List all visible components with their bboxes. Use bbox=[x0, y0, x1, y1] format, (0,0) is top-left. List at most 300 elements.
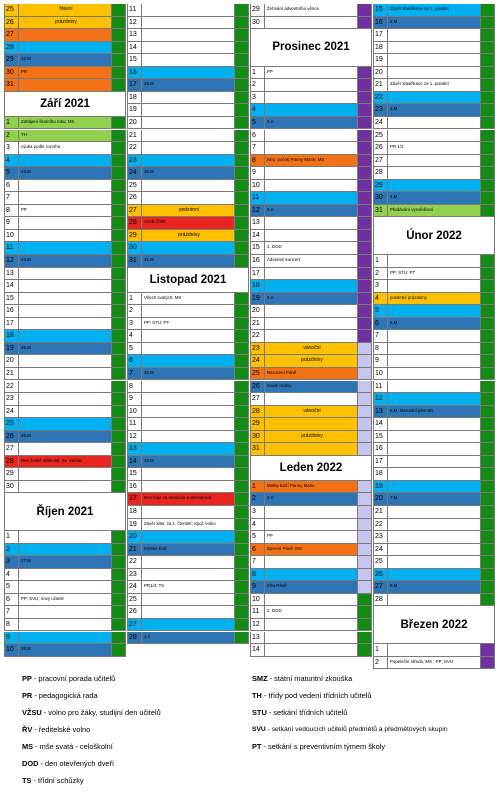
day-event bbox=[142, 619, 235, 631]
calendar-column bbox=[250, 4, 372, 656]
day-number: 17 bbox=[5, 318, 19, 330]
day-event: PP bbox=[19, 205, 112, 217]
day-event bbox=[388, 393, 481, 405]
day-number: 30 bbox=[5, 481, 19, 493]
day-row bbox=[373, 54, 495, 67]
day-row bbox=[4, 255, 126, 268]
day-row bbox=[250, 594, 372, 607]
day-number: 7 bbox=[251, 556, 265, 568]
day-event bbox=[388, 381, 481, 393]
day-number: 22 bbox=[374, 519, 388, 531]
day-row bbox=[127, 217, 249, 230]
day-number: 18 bbox=[128, 92, 142, 104]
day-row bbox=[4, 556, 126, 569]
legend-item-pr: PR - pedagogická rada bbox=[22, 691, 98, 700]
day-event bbox=[388, 519, 481, 531]
day-number: 22 bbox=[374, 92, 388, 104]
day-number: 28 bbox=[374, 594, 388, 606]
day-row bbox=[4, 381, 126, 394]
day-row bbox=[250, 318, 372, 331]
day-row bbox=[4, 443, 126, 456]
day-event: výuka podle rozvrhu bbox=[19, 142, 112, 154]
day-number: 1 bbox=[251, 481, 265, 493]
day-number: 18 bbox=[5, 330, 19, 342]
period-stripe bbox=[235, 180, 248, 192]
day-number: 11 bbox=[251, 192, 265, 204]
day-event: 30.M bbox=[142, 167, 235, 179]
period-stripe bbox=[235, 431, 248, 443]
period-stripe bbox=[358, 92, 371, 104]
day-event bbox=[265, 79, 358, 91]
day-number: 11 bbox=[374, 381, 388, 393]
day-row bbox=[250, 255, 372, 268]
period-stripe bbox=[358, 544, 371, 556]
period-stripe bbox=[235, 67, 248, 79]
day-row bbox=[373, 594, 495, 607]
day-number: 1 bbox=[5, 531, 19, 543]
day-event: 4.A bbox=[265, 293, 358, 305]
day-event bbox=[142, 481, 235, 493]
period-stripe bbox=[481, 117, 494, 129]
day-number: 2 bbox=[5, 544, 19, 556]
legend-item-vzsu: VŽSU - volno pro žáky, studijní den učitelů bbox=[22, 708, 161, 717]
day-number: 8 bbox=[374, 343, 388, 355]
day-number: 28 bbox=[5, 456, 19, 468]
day-event bbox=[19, 330, 112, 342]
day-number: 19 bbox=[251, 293, 265, 305]
day-row bbox=[4, 531, 126, 544]
day-number: 6 bbox=[128, 355, 142, 367]
day-event bbox=[388, 468, 481, 480]
period-stripe bbox=[112, 569, 125, 581]
day-row bbox=[250, 431, 372, 444]
day-row bbox=[250, 242, 372, 255]
period-stripe bbox=[358, 167, 371, 179]
legend-item-ts: TS - třídní schůzky bbox=[22, 776, 84, 785]
day-number: 27 bbox=[128, 619, 142, 631]
day-number: 23 bbox=[374, 531, 388, 543]
day-number: 21 bbox=[128, 130, 142, 142]
day-number: 27 bbox=[5, 29, 19, 41]
day-event bbox=[142, 104, 235, 116]
day-row bbox=[127, 381, 249, 394]
day-number: 19 bbox=[128, 104, 142, 116]
day-row bbox=[373, 180, 495, 193]
day-event bbox=[19, 42, 112, 54]
day-row bbox=[250, 4, 372, 17]
day-event bbox=[388, 155, 481, 167]
period-stripe bbox=[235, 42, 248, 54]
day-event bbox=[142, 4, 235, 16]
period-stripe bbox=[481, 205, 494, 217]
month-heading: Leden 2022 bbox=[250, 456, 372, 481]
day-row bbox=[127, 318, 249, 331]
day-number: 28 bbox=[374, 167, 388, 179]
day-event bbox=[265, 506, 358, 518]
day-number: 9 bbox=[374, 355, 388, 367]
day-event bbox=[142, 130, 235, 142]
day-row bbox=[127, 632, 249, 645]
day-event bbox=[142, 117, 235, 129]
day-number: 9 bbox=[5, 217, 19, 229]
day-event bbox=[19, 632, 112, 644]
day-row bbox=[250, 142, 372, 155]
period-stripe bbox=[112, 644, 125, 656]
period-stripe bbox=[235, 506, 248, 518]
day-row bbox=[127, 493, 249, 506]
day-row bbox=[250, 443, 372, 456]
period-stripe bbox=[235, 481, 248, 493]
day-row bbox=[4, 644, 126, 657]
day-event bbox=[265, 418, 358, 430]
day-row bbox=[127, 117, 249, 130]
day-row bbox=[373, 406, 495, 419]
day-row bbox=[4, 54, 126, 67]
day-event bbox=[142, 29, 235, 41]
day-event: podzimní bbox=[142, 205, 235, 217]
day-number: 25 bbox=[5, 4, 19, 16]
day-number: 28 bbox=[128, 632, 142, 644]
period-stripe bbox=[235, 581, 248, 593]
day-event bbox=[19, 180, 112, 192]
day-row bbox=[4, 142, 126, 155]
day-number: 7 bbox=[128, 368, 142, 380]
period-stripe bbox=[112, 29, 125, 41]
day-event bbox=[19, 581, 112, 593]
period-stripe bbox=[235, 632, 248, 644]
period-stripe bbox=[481, 293, 494, 305]
day-row bbox=[250, 381, 372, 394]
day-row bbox=[373, 142, 495, 155]
day-event bbox=[265, 305, 358, 317]
day-row bbox=[250, 493, 372, 506]
period-stripe bbox=[481, 79, 494, 91]
period-stripe bbox=[112, 17, 125, 29]
day-row bbox=[127, 456, 249, 469]
day-number: 30 bbox=[5, 67, 19, 79]
period-stripe bbox=[358, 293, 371, 305]
day-event: 2.A bbox=[265, 117, 358, 129]
day-number: 23 bbox=[5, 393, 19, 405]
day-event bbox=[265, 318, 358, 330]
day-event: Křtu Páně bbox=[265, 581, 358, 593]
day-number: 22 bbox=[128, 142, 142, 154]
day-row bbox=[373, 581, 495, 594]
day-event bbox=[265, 192, 358, 204]
day-row bbox=[127, 418, 249, 431]
day-row bbox=[250, 406, 372, 419]
period-stripe bbox=[235, 4, 248, 16]
day-event bbox=[142, 305, 235, 317]
period-stripe bbox=[358, 217, 371, 229]
day-row bbox=[250, 330, 372, 343]
day-number: 20 bbox=[251, 305, 265, 317]
month-heading: Prosinec 2021 bbox=[250, 29, 372, 67]
day-number: 12 bbox=[128, 17, 142, 29]
day-event: PP bbox=[265, 67, 358, 79]
day-number: 2 bbox=[251, 493, 265, 505]
day-number: 29 bbox=[5, 54, 19, 66]
day-row bbox=[127, 54, 249, 67]
school-year-calendar bbox=[4, 4, 494, 666]
day-row bbox=[373, 305, 495, 318]
legend-item-smz: SMZ - státní maturitní zkouška bbox=[252, 674, 353, 683]
period-stripe bbox=[358, 569, 371, 581]
period-stripe bbox=[481, 104, 494, 116]
period-stripe bbox=[358, 104, 371, 116]
day-row bbox=[373, 493, 495, 506]
day-event: 1.A bbox=[142, 632, 235, 644]
period-stripe bbox=[481, 569, 494, 581]
day-event: 28.M bbox=[19, 644, 112, 656]
day-row bbox=[250, 632, 372, 645]
day-number: 13 bbox=[5, 268, 19, 280]
day-number: 27 bbox=[374, 155, 388, 167]
day-number: 4 bbox=[128, 330, 142, 342]
day-number: 14 bbox=[251, 644, 265, 656]
period-stripe bbox=[481, 167, 494, 179]
period-stripe bbox=[235, 619, 248, 631]
period-stripe bbox=[112, 205, 125, 217]
day-row bbox=[4, 569, 126, 582]
period-stripe bbox=[481, 318, 494, 330]
day-row bbox=[373, 381, 495, 394]
period-stripe bbox=[235, 519, 248, 531]
day-event bbox=[19, 531, 112, 543]
day-event bbox=[142, 569, 235, 581]
period-stripe bbox=[112, 330, 125, 342]
period-stripe bbox=[112, 381, 125, 393]
day-event bbox=[265, 443, 358, 455]
day-event bbox=[265, 230, 358, 242]
day-event bbox=[265, 632, 358, 644]
day-number: 20 bbox=[128, 117, 142, 129]
period-stripe bbox=[358, 556, 371, 568]
day-row bbox=[127, 556, 249, 569]
day-number: 14 bbox=[128, 42, 142, 54]
period-stripe bbox=[235, 594, 248, 606]
day-event bbox=[388, 255, 481, 267]
day-number: 17 bbox=[128, 493, 142, 505]
period-stripe bbox=[235, 167, 248, 179]
day-number: 22 bbox=[5, 381, 19, 393]
period-stripe bbox=[358, 381, 371, 393]
day-event: Všech svatých; MS bbox=[142, 293, 235, 305]
day-row bbox=[250, 519, 372, 532]
day-row bbox=[250, 205, 372, 218]
day-number: 31 bbox=[128, 255, 142, 267]
day-row bbox=[373, 556, 495, 569]
day-row bbox=[373, 29, 495, 42]
legend-item-svu: SVU - setkání vedoucích učitelů předmětů a předmětových skupin bbox=[252, 726, 448, 733]
month-heading: Listopad 2021 bbox=[127, 268, 249, 293]
period-stripe bbox=[235, 606, 248, 618]
day-number: 24 bbox=[251, 355, 265, 367]
day-number: 21 bbox=[128, 544, 142, 556]
day-row bbox=[373, 355, 495, 368]
day-number: 8 bbox=[5, 619, 19, 631]
period-stripe bbox=[235, 230, 248, 242]
day-event bbox=[388, 556, 481, 568]
calendar-column bbox=[4, 4, 126, 656]
day-row bbox=[4, 230, 126, 243]
day-row bbox=[250, 92, 372, 105]
day-event bbox=[388, 443, 481, 455]
period-stripe bbox=[112, 619, 125, 631]
day-number: 12 bbox=[5, 255, 19, 267]
day-row bbox=[4, 619, 126, 632]
legend-item-rv: ŘV - ředitelské volno bbox=[22, 725, 91, 734]
day-row bbox=[4, 318, 126, 331]
period-stripe bbox=[235, 330, 248, 342]
day-row bbox=[250, 393, 372, 406]
day-event bbox=[142, 54, 235, 66]
day-event bbox=[265, 280, 358, 292]
period-stripe bbox=[358, 142, 371, 154]
day-row bbox=[4, 205, 126, 218]
day-number: 14 bbox=[374, 418, 388, 430]
day-number: 5 bbox=[251, 531, 265, 543]
day-event bbox=[19, 406, 112, 418]
day-event bbox=[19, 544, 112, 556]
period-stripe bbox=[358, 305, 371, 317]
day-event bbox=[19, 418, 112, 430]
day-row bbox=[4, 42, 126, 55]
day-event bbox=[19, 155, 112, 167]
period-stripe bbox=[481, 92, 494, 104]
day-event: Den boje za svobodu a demokracii bbox=[142, 493, 235, 505]
day-row bbox=[4, 355, 126, 368]
day-row bbox=[127, 67, 249, 80]
day-event: 3.A bbox=[265, 205, 358, 217]
day-event: Závěr klas. za 1. čtvrtletí; Spol. volno bbox=[142, 519, 235, 531]
period-stripe bbox=[112, 368, 125, 380]
day-event bbox=[142, 242, 235, 254]
day-event bbox=[388, 456, 481, 468]
period-stripe bbox=[235, 493, 248, 505]
day-row bbox=[127, 104, 249, 117]
day-event bbox=[388, 29, 481, 41]
legend-item-pp: PP - pracovní porada učitelů bbox=[22, 674, 116, 683]
day-number: 7 bbox=[374, 330, 388, 342]
day-event: 3.M bbox=[388, 104, 481, 116]
day-number: 19 bbox=[374, 481, 388, 493]
day-event bbox=[142, 506, 235, 518]
day-row bbox=[250, 117, 372, 130]
day-row bbox=[250, 280, 372, 293]
period-stripe bbox=[112, 217, 125, 229]
period-stripe bbox=[358, 355, 371, 367]
day-event: Zjevení Páně; MS bbox=[265, 544, 358, 556]
day-event bbox=[142, 594, 235, 606]
day-event bbox=[142, 42, 235, 54]
period-stripe bbox=[235, 79, 248, 91]
period-stripe bbox=[112, 544, 125, 556]
period-stripe bbox=[481, 443, 494, 455]
month-heading: Březen 2022 bbox=[373, 606, 495, 644]
day-row bbox=[127, 569, 249, 582]
period-stripe bbox=[235, 531, 248, 543]
day-number: 16 bbox=[128, 481, 142, 493]
day-row bbox=[250, 481, 372, 494]
period-stripe bbox=[235, 192, 248, 204]
day-number: 17 bbox=[128, 79, 142, 91]
day-event bbox=[388, 67, 481, 79]
day-number: 24 bbox=[374, 117, 388, 129]
period-stripe bbox=[358, 268, 371, 280]
day-row bbox=[4, 305, 126, 318]
day-number: 11 bbox=[128, 418, 142, 430]
day-number: 27 bbox=[5, 443, 19, 455]
day-row bbox=[127, 481, 249, 494]
day-row bbox=[127, 531, 249, 544]
day-row bbox=[127, 4, 249, 17]
day-number: 15 bbox=[374, 431, 388, 443]
period-stripe bbox=[358, 406, 371, 418]
period-stripe bbox=[235, 406, 248, 418]
day-event bbox=[19, 606, 112, 618]
day-number: 15 bbox=[251, 242, 265, 254]
day-event bbox=[265, 594, 358, 606]
day-number: 19 bbox=[128, 519, 142, 531]
day-number: 12 bbox=[374, 393, 388, 405]
day-row bbox=[127, 167, 249, 180]
day-row bbox=[250, 569, 372, 582]
day-number: 23 bbox=[251, 343, 265, 355]
period-stripe bbox=[358, 581, 371, 593]
day-row bbox=[4, 418, 126, 431]
period-stripe bbox=[358, 368, 371, 380]
day-event: vánoční bbox=[265, 343, 358, 355]
day-number: 26 bbox=[128, 606, 142, 618]
calendar-column bbox=[127, 4, 249, 656]
period-stripe bbox=[235, 343, 248, 355]
day-row bbox=[4, 268, 126, 281]
day-row bbox=[4, 393, 126, 406]
day-row bbox=[373, 255, 495, 268]
day-number: 4 bbox=[251, 519, 265, 531]
day-number: 29 bbox=[374, 180, 388, 192]
period-stripe bbox=[112, 142, 125, 154]
day-number: 20 bbox=[374, 67, 388, 79]
day-row bbox=[127, 594, 249, 607]
day-event bbox=[265, 130, 358, 142]
period-stripe bbox=[358, 619, 371, 631]
day-row bbox=[373, 431, 495, 444]
period-stripe bbox=[481, 431, 494, 443]
day-event bbox=[142, 393, 235, 405]
day-row bbox=[250, 531, 372, 544]
day-row bbox=[250, 268, 372, 281]
period-stripe bbox=[481, 17, 494, 29]
legend-item-th: TH - třídy pod vedení třídních učitelů bbox=[252, 691, 372, 700]
day-event bbox=[142, 67, 235, 79]
day-event bbox=[388, 180, 481, 192]
day-row bbox=[4, 29, 126, 42]
day-event bbox=[19, 318, 112, 330]
period-stripe bbox=[112, 318, 125, 330]
day-event bbox=[265, 167, 358, 179]
day-number: 17 bbox=[374, 456, 388, 468]
day-number: 30 bbox=[374, 192, 388, 204]
day-number: 2 bbox=[374, 268, 388, 280]
period-stripe bbox=[481, 343, 494, 355]
period-stripe bbox=[358, 117, 371, 129]
day-event bbox=[388, 130, 481, 142]
day-number: 8 bbox=[251, 569, 265, 581]
day-row bbox=[373, 343, 495, 356]
period-stripe bbox=[235, 217, 248, 229]
